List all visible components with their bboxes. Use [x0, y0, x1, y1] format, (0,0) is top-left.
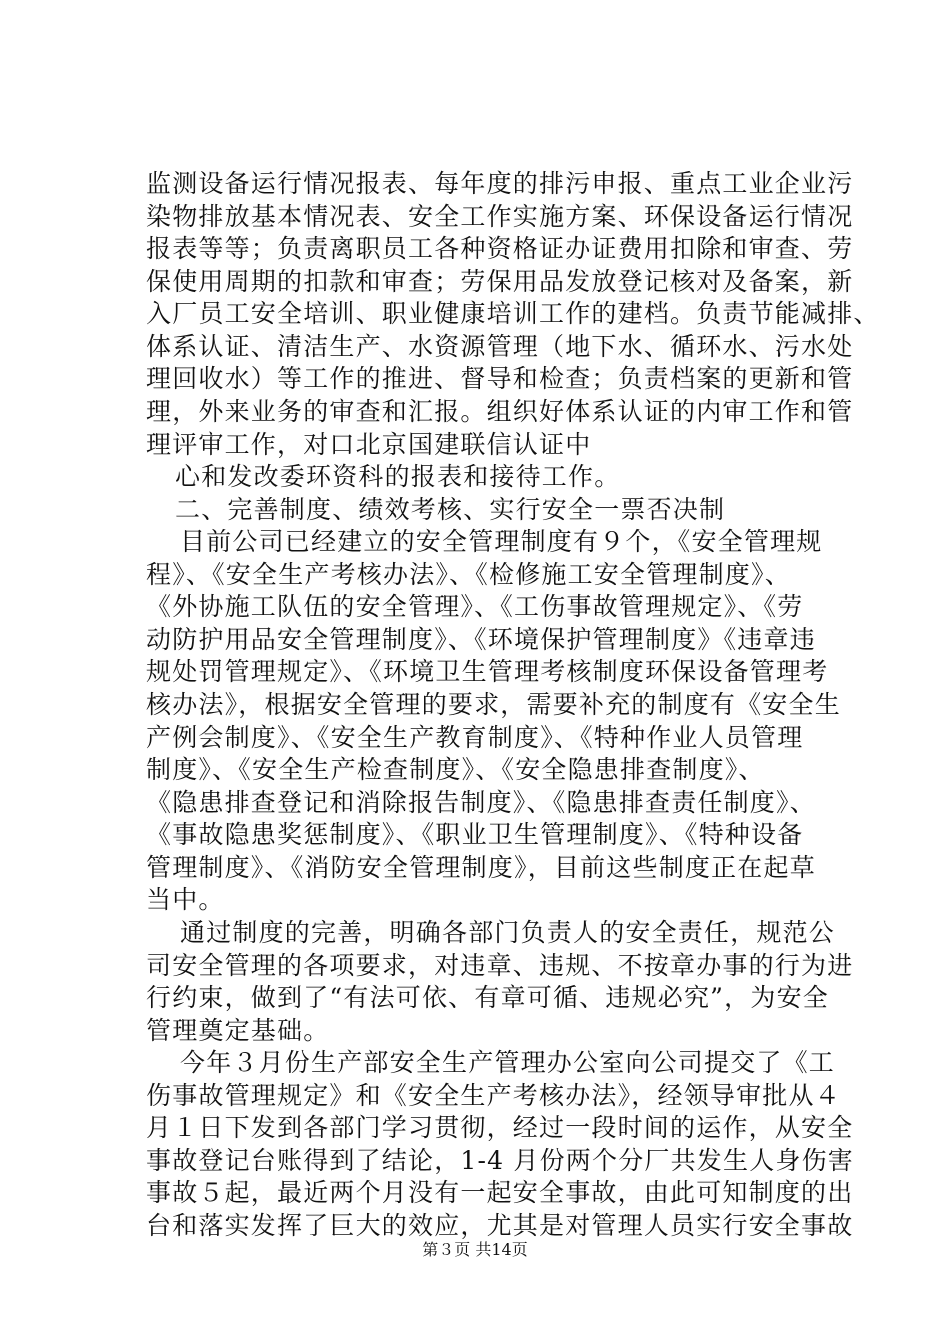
page-number: 第３页 共14页 — [422, 1240, 528, 1259]
text-line: 规处罚管理规定》、《环境卫生管理考核制度环保设备管理考 — [146, 657, 829, 687]
text-line: 制度》、《安全生产检查制度》、《安全隐患排查制度》、 — [146, 755, 765, 785]
text-line: 入厂员工安全培训、职业健康培训工作的建档。负责节能减排、 — [146, 299, 880, 329]
text-line: 管理制度》、《消防安全管理制度》，目前这些制度正在起草 — [146, 852, 816, 882]
text-line: 理评审工作，对口北京国建联信认证中 — [146, 429, 592, 459]
text-line: 产例会制度》、《安全生产教育制度》、《特种作业人员管理 — [146, 722, 804, 752]
text-line: 体系认证、清洁生产、水资源管理（地下水、循环水、污水处 — [146, 331, 854, 361]
text-line: 理回收水）等工作的推进、督导和检查；负责档案的更新和管 — [146, 364, 854, 394]
text-line: 事故登记台账得到了结论，1-4 月份两个分厂共发生人身伤害 — [146, 1145, 855, 1175]
text-line: 目前公司已经建立的安全管理制度有９个，《安全管理规 — [180, 527, 823, 557]
text-line: 保使用周期的扣款和审查；劳保用品发放登记核对及备案，新 — [146, 266, 854, 296]
text-line: 台和落实发挥了巨大的效应，尤其是对管理人员实行安全事故 — [146, 1211, 854, 1240]
text-line: 动防护用品安全管理制度》、《环境保护管理制度》《违章违 — [146, 624, 816, 654]
text-line: 心和发改委环资科的报表和接待工作。 — [175, 462, 621, 492]
text-line: 报表等等；负责离职员工各种资格证办证费用扣除和审查、劳 — [146, 234, 854, 264]
text-line: 程》、《安全生产考核办法》、《检修施工安全管理制度》、 — [146, 559, 791, 589]
text-line: 染物排放基本情况表、安全工作实施方案、环保设备运行情况 — [146, 201, 854, 231]
text-line: 监测设备运行情况报表、每年度的排污申报、重点工业企业污 — [146, 169, 854, 198]
text-line: 今年３月份生产部安全生产管理办公室向公司提交了《工 — [180, 1048, 836, 1078]
text-line: 理，外来业务的审查和汇报。组织好体系认证的内审工作和管 — [146, 396, 854, 426]
text-line: 司安全管理的各项要求，对违章、违规、不按章办事的行为进 — [146, 950, 854, 980]
text-line: 《隐患排查登记和消除报告制度》、《隐患排查责任制度》、 — [146, 787, 816, 817]
text-line: 管理奠定基础。 — [146, 1015, 330, 1045]
text-line: 《外协施工队伍的安全管理》、《工伤事故管理规定》、《劳 — [146, 592, 804, 622]
text-line: 通过制度的完善，明确各部门负责人的安全责任，规范公 — [180, 917, 836, 947]
text-line: 伤事故管理规定》和《安全生产考核办法》，经领导审批从４ — [146, 1080, 841, 1110]
text-line: 月１日下发到各部门学习贯彻，经过一段时间的运作，从安全 — [146, 1113, 854, 1143]
text-line: 《事故隐患奖惩制度》、《职业卫生管理制度》、《特种设备 — [146, 820, 804, 850]
text-line: 行约束，做到了“有法可依、有章可循、违规必究”，为安全 — [146, 983, 829, 1013]
text-line: 核办法》，根据安全管理的要求，需要补充的制度有《安全生 — [146, 690, 841, 719]
text-line: 当中。 — [146, 885, 225, 915]
section-heading: 二、完善制度、绩效考核、实行安全一票否决制 — [175, 494, 726, 524]
text-line: 事故５起，最近两个月没有一起安全事故，由此可知制度的出 — [146, 1178, 854, 1208]
